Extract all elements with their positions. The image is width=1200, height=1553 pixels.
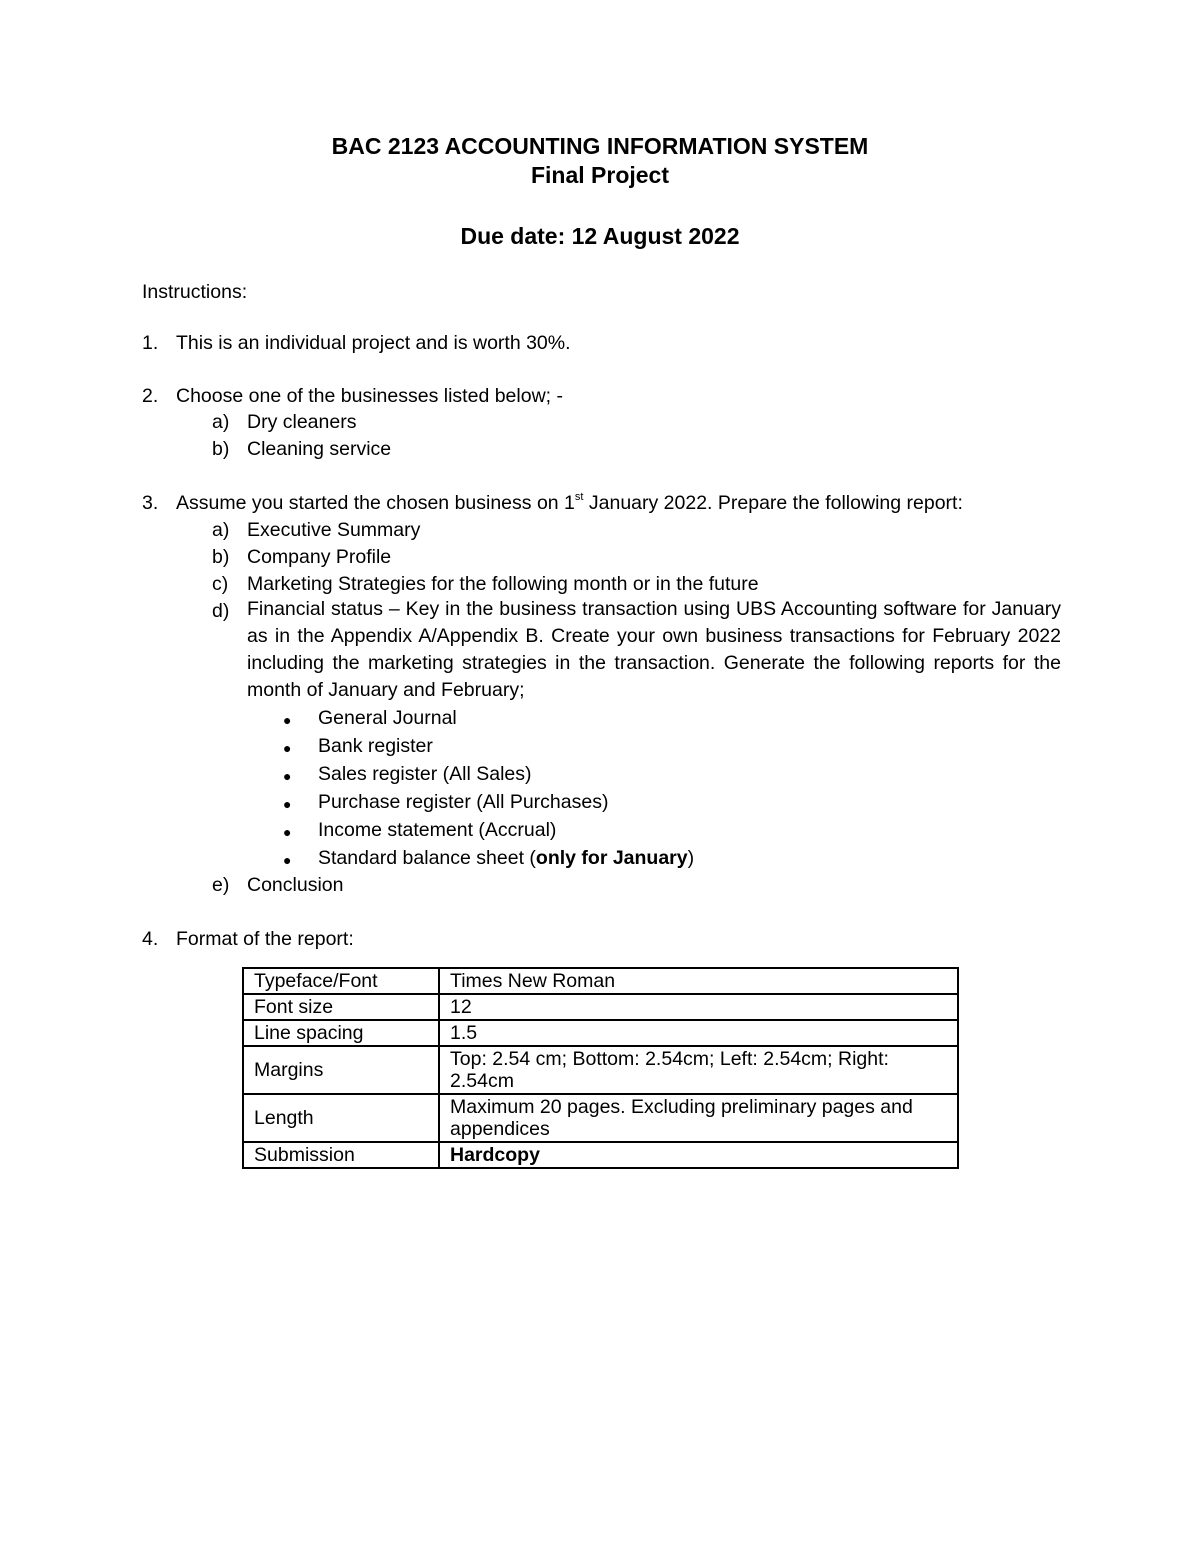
- bold-emphasis: only for January: [535, 847, 688, 869]
- bullet-text: Sales register (All Sales): [318, 763, 532, 785]
- table-row: [243, 1142, 958, 1168]
- table-cell: 1.5: [439, 1020, 958, 1046]
- bullet-icon: ●: [283, 824, 292, 840]
- superscript: st: [574, 491, 584, 503]
- table-row: [243, 1046, 958, 1094]
- table-cell: Maximum 20 pages. Excluding preliminary pages and appendices: [439, 1094, 958, 1142]
- item-number: 4.: [142, 928, 159, 950]
- format-table: [242, 967, 959, 1169]
- table-cell: Length: [243, 1094, 439, 1142]
- bullet-text: Standard balance sheet (only for January): [318, 847, 695, 869]
- table-cell: Typeface/Font: [243, 968, 439, 994]
- bullet-icon: ●: [283, 796, 292, 812]
- bullet-icon: ●: [283, 852, 292, 868]
- bullet-icon: ●: [283, 768, 292, 784]
- table-row: [243, 1094, 958, 1142]
- sub-item-text: Cleaning service: [247, 438, 392, 460]
- bullet-text: Bank register: [318, 735, 433, 757]
- table-cell: Margins: [243, 1046, 439, 1094]
- sub-item-text: Dry cleaners: [247, 411, 357, 433]
- table-cell: Top: 2.54 cm; Bottom: 2.54cm; Left: 2.54cm; Right: 2.54cm: [439, 1046, 958, 1094]
- sub-item-letter: b): [212, 438, 230, 460]
- table-row: [243, 1020, 958, 1046]
- course-title: BAC 2123 ACCOUNTING INFORMATION SYSTEM: [331, 133, 869, 159]
- item-number: 1.: [142, 332, 159, 354]
- bullet-icon: ●: [283, 712, 292, 728]
- document-subtitle: Final Project: [530, 162, 670, 188]
- table-cell: Line spacing: [243, 1020, 439, 1046]
- sub-item-letter: e): [212, 874, 230, 896]
- table-cell: Times New Roman: [439, 968, 958, 994]
- bullet-text: Income statement (Accrual): [318, 819, 557, 841]
- sub-item-letter: a): [212, 411, 230, 433]
- sub-item-letter: a): [212, 519, 230, 541]
- sub-item-letter: b): [212, 546, 230, 568]
- table-cell: Submission: [243, 1142, 439, 1168]
- instructions-label: Instructions:: [142, 281, 248, 303]
- sub-item-text: Marketing Strategies for the following month or in the future: [247, 573, 759, 595]
- table-row: [243, 994, 958, 1020]
- bullet-text: General Journal: [318, 707, 457, 729]
- item-text: Choose one of the businesses listed below; -: [176, 385, 563, 407]
- sub-item-letter: d): [212, 600, 230, 622]
- bullet-text: Purchase register (All Purchases): [318, 791, 609, 813]
- item-text: Assume you started the chosen business on 1st January 2022. Prepare the following report:: [176, 491, 963, 514]
- table-cell: 12: [439, 994, 958, 1020]
- due-date: Due date: 12 August 2022: [460, 223, 740, 249]
- item-text: This is an individual project and is worth 30%.: [176, 332, 571, 354]
- table-cell: Font size: [243, 994, 439, 1020]
- sub-item-text: Company Profile: [247, 546, 392, 568]
- table-row: [243, 968, 958, 994]
- sub-item-letter: c): [212, 573, 229, 595]
- sub-item-text: Financial status – Key in the business transaction using UBS Accounting software for January as in the Appendix A/Appendix B. Create your own business transactions for February 2022 including the marketing strategies in the transaction. Generate the following reports for the month of January and February;: [247, 598, 1061, 701]
- sub-item-text: Executive Summary: [247, 519, 421, 541]
- sub-item-text: Conclusion: [247, 874, 344, 896]
- item-number: 3.: [142, 492, 159, 514]
- item-number: 2.: [142, 385, 159, 407]
- bullet-icon: ●: [283, 740, 292, 756]
- item-text: Format of the report:: [176, 928, 354, 950]
- table-cell: Hardcopy: [439, 1142, 958, 1168]
